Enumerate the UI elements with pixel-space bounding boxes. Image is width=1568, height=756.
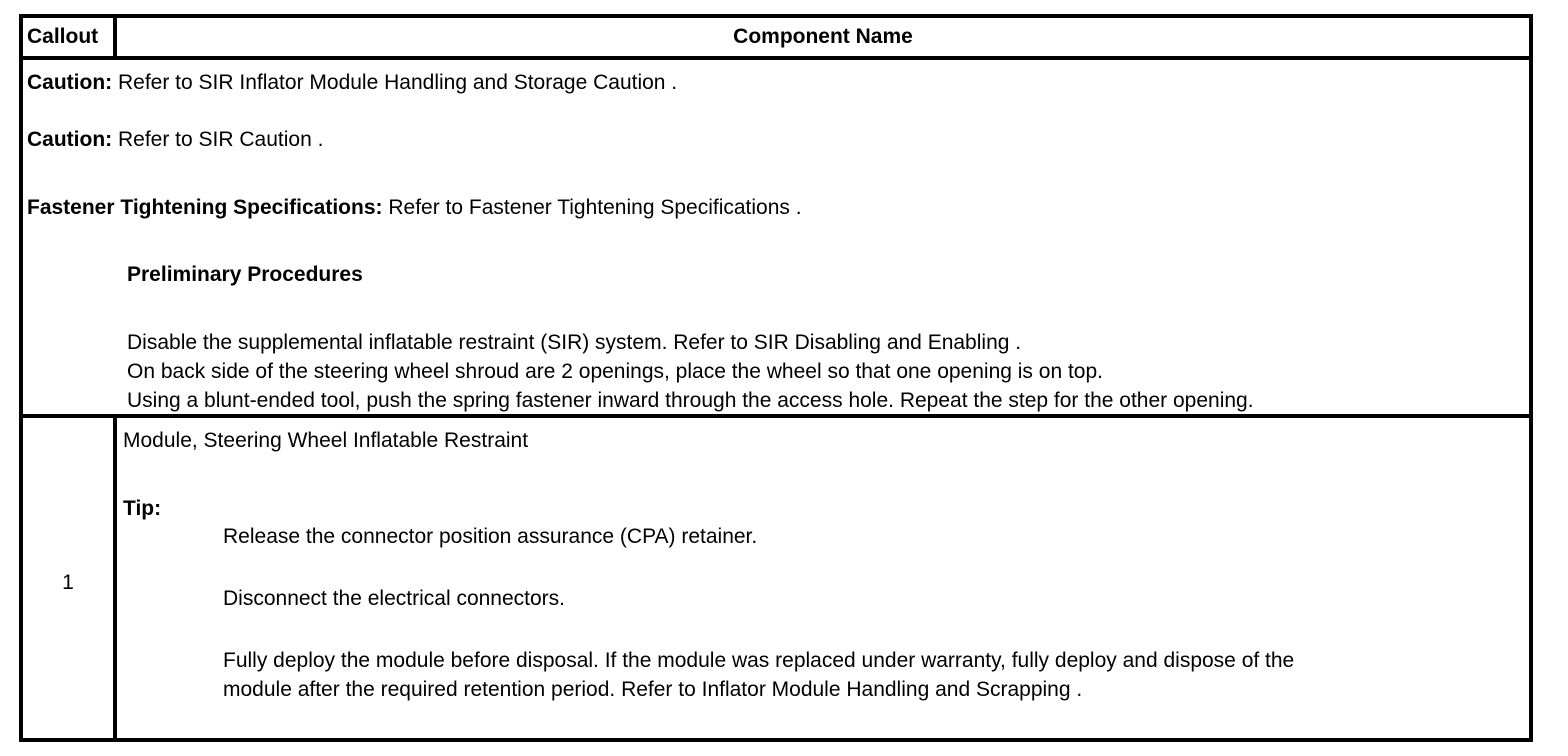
table-row: [23, 418, 1529, 738]
caution-text: Refer to SIR Inflator Module Handling and Storage Caution .: [112, 71, 678, 94]
preliminary-row: [23, 60, 1529, 418]
caution-label: Caution:: [27, 128, 113, 151]
fastener-text: Refer to Fastener Tightening Specifications .: [382, 196, 802, 219]
preliminary-step: On back side of the steering wheel shroud are 2 openings, place the wheel so that one opening is on top.: [127, 360, 1103, 383]
preliminary-step: Using a blunt-ended tool, push the spring fastener inward through the access hole. Repeat the step for the other opening.: [127, 389, 1254, 412]
tip-text: Release the connector position assurance (CPA) retainer.: [223, 525, 758, 548]
tip-label: Tip:: [123, 497, 162, 520]
tip-text: Disconnect the electrical connectors.: [223, 587, 565, 610]
caution-sir: [27, 127, 323, 153]
callout-number: 1: [62, 571, 74, 594]
callout-cell: [23, 418, 117, 738]
caution-text: Refer to SIR Caution .: [112, 128, 324, 151]
component-name: Module, Steering Wheel Inflatable Restraint: [123, 429, 529, 452]
tip-text: Fully deploy the module before disposal. If the module was replaced under warranty, fully deploy and dispose of the: [223, 649, 1295, 672]
component-cell: [117, 418, 1529, 738]
fastener-specifications: [27, 195, 802, 221]
table-header-row: [23, 18, 1529, 60]
fastener-label: Fastener Tightening Specifications:: [27, 196, 383, 219]
header-callout: Callout: [23, 18, 117, 56]
procedure-table: [19, 14, 1533, 742]
header-component-name: Component Name: [733, 25, 913, 48]
tip-text: module after the required retention period. Refer to Inflator Module Handling and Scrapping .: [223, 678, 1083, 701]
preliminary-step: Disable the supplemental inflatable restraint (SIR) system. Refer to SIR Disabling and Enabling .: [127, 331, 1022, 354]
preliminary-title: Preliminary Procedures: [127, 263, 363, 286]
caution-inflator: [27, 70, 677, 96]
caution-label: Caution:: [27, 71, 113, 94]
